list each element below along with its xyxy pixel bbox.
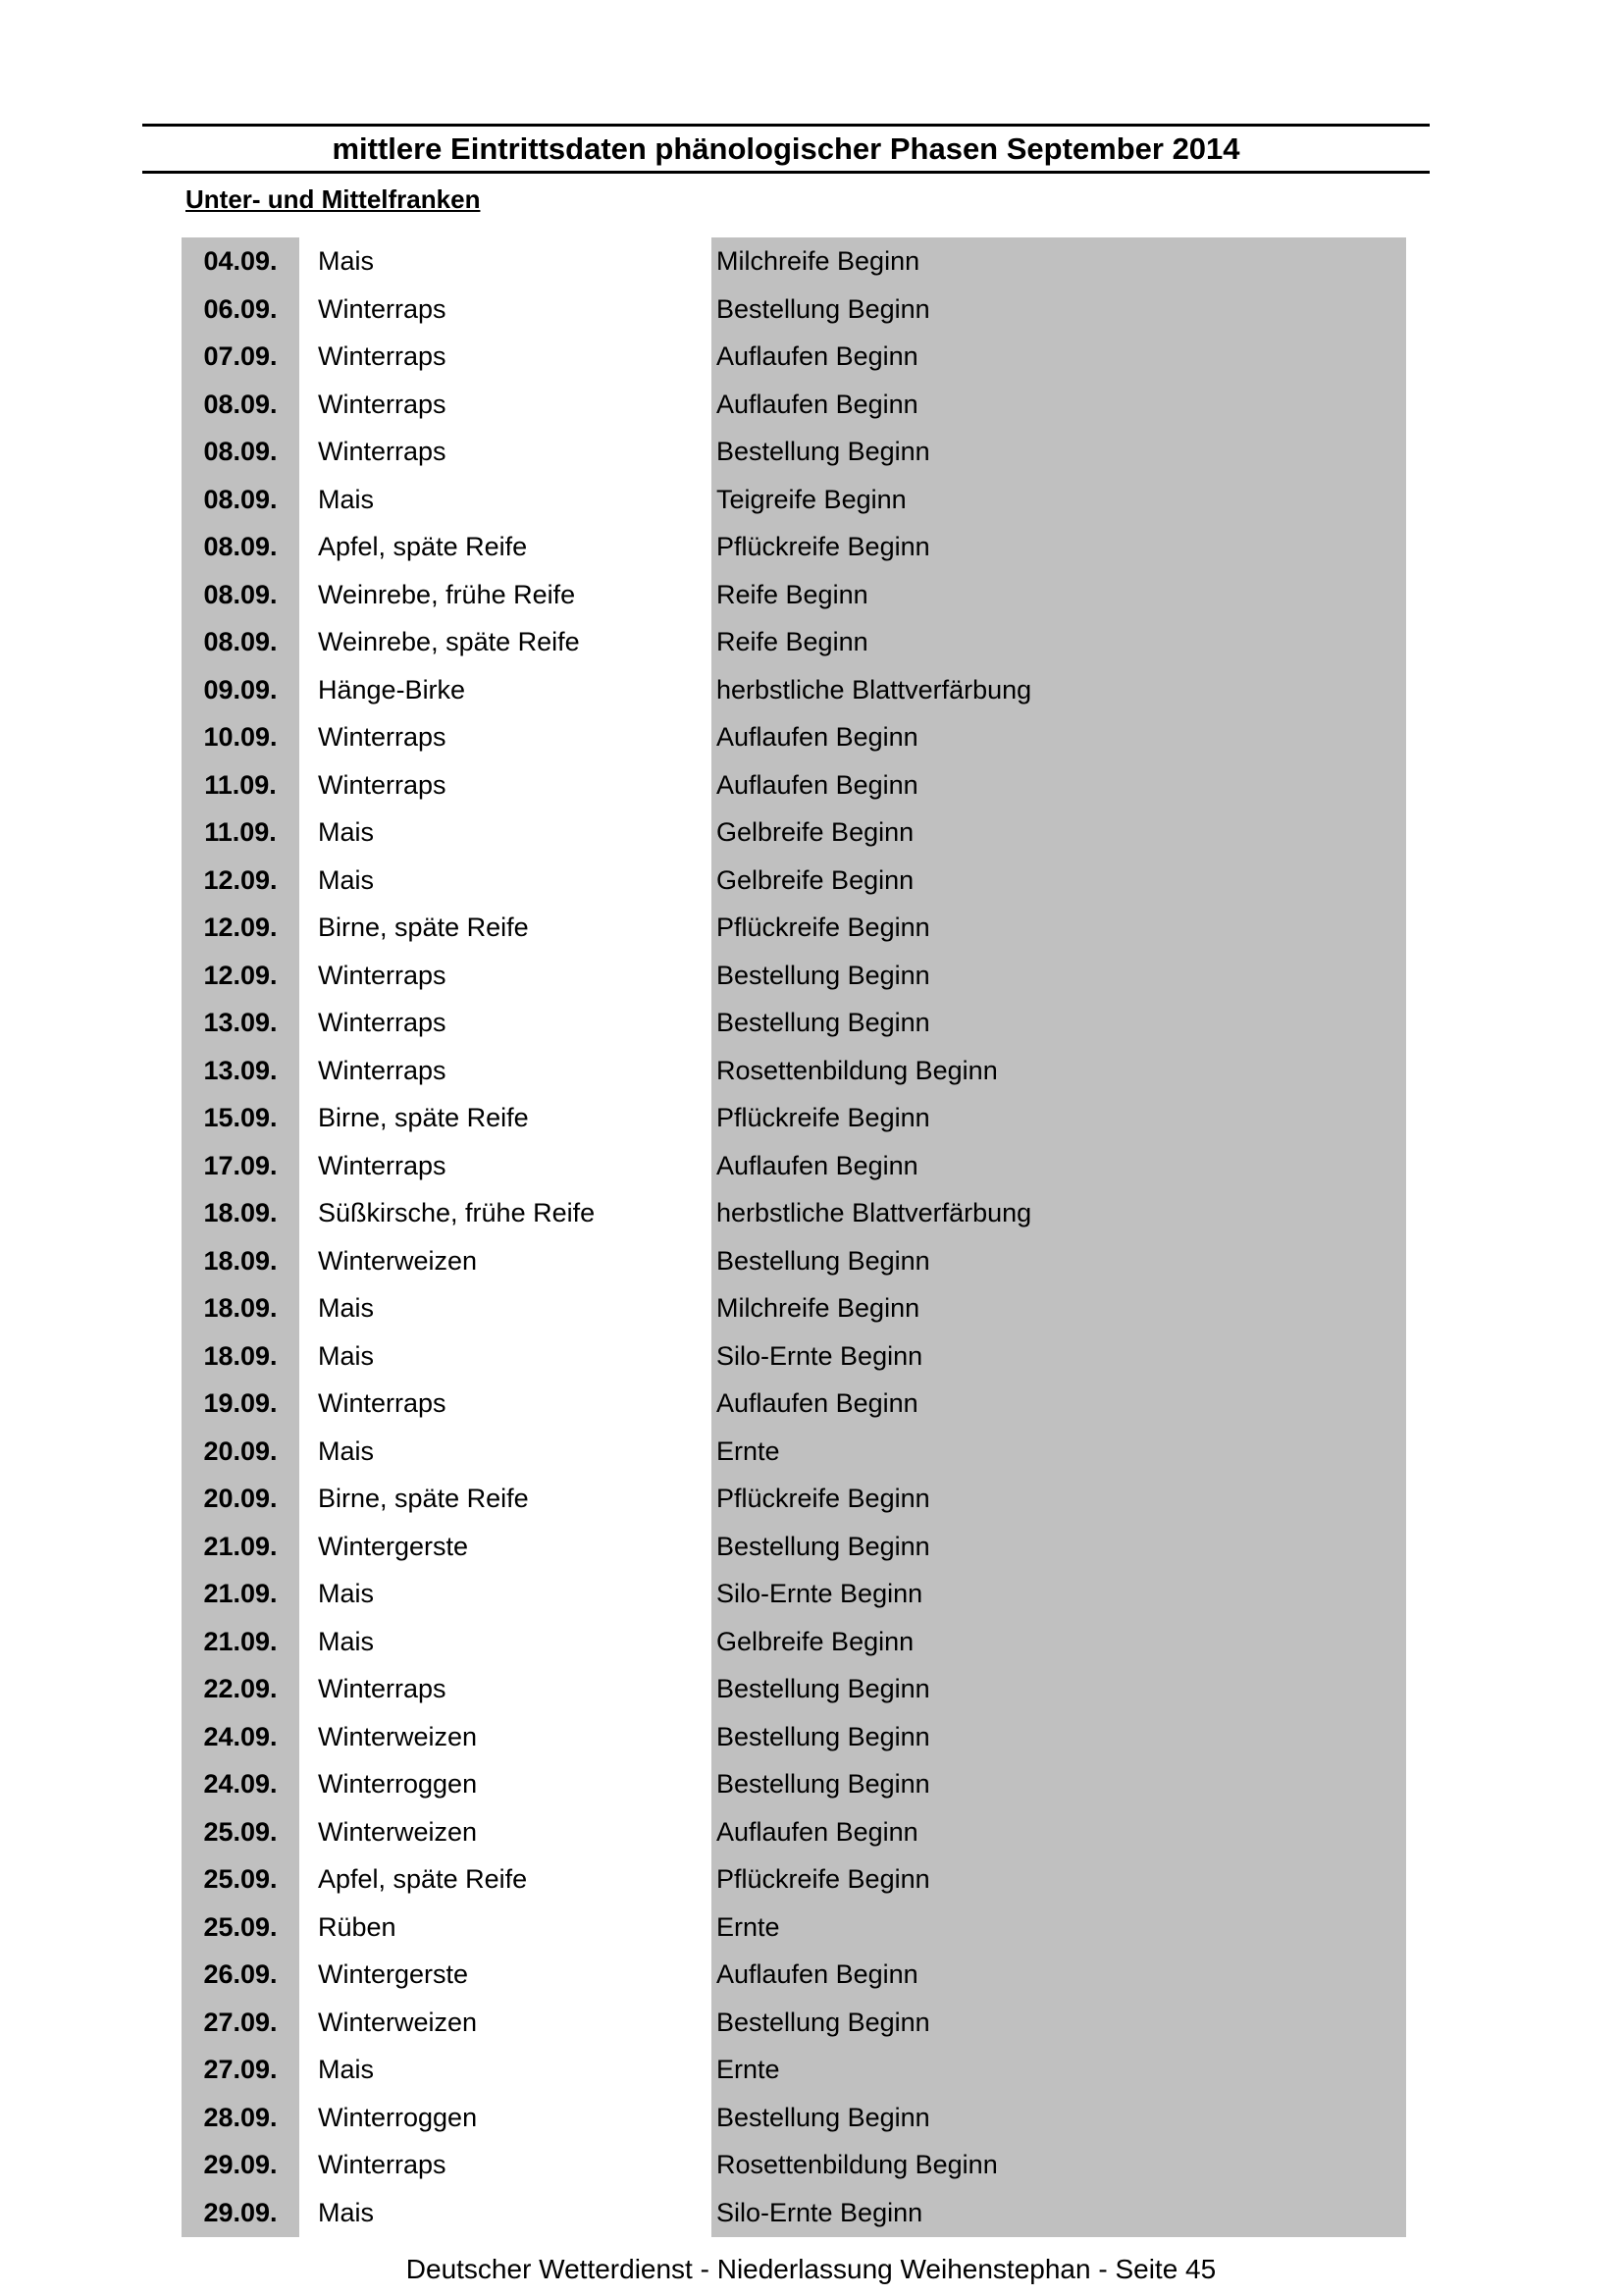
table-row — [182, 1618, 1406, 1666]
row-phase: Bestellung Beginn — [716, 1674, 930, 1703]
row-date: 18.09. — [203, 1198, 278, 1227]
row-plant: Apfel, späte Reife — [318, 1864, 528, 1894]
row-date: 13.09. — [203, 1055, 278, 1085]
phenology-table — [182, 237, 1406, 2237]
row-date: 08.09. — [203, 389, 278, 419]
row-date: 13.09. — [203, 1008, 278, 1037]
table-row — [182, 999, 1406, 1047]
row-plant: Mais — [318, 484, 375, 514]
row-phase: Reife Beginn — [716, 579, 868, 609]
table-row — [182, 1951, 1406, 1999]
row-plant: Winterroggen — [318, 1769, 478, 1799]
table-row — [182, 1237, 1406, 1285]
table-row — [182, 1760, 1406, 1808]
table-row — [182, 1142, 1406, 1190]
row-date: 11.09. — [204, 817, 277, 847]
row-date: 27.09. — [203, 2007, 278, 2037]
row-phase: Pflückreife Beginn — [716, 1484, 930, 1513]
row-date: 06.09. — [203, 293, 278, 324]
table-row — [182, 1380, 1406, 1428]
row-phase: Rosettenbildung Beginn — [716, 1055, 998, 1085]
row-phase: Pflückreife Beginn — [716, 1864, 930, 1894]
row-date: 18.09. — [203, 1340, 278, 1371]
row-phase: Gelbreife Beginn — [716, 864, 915, 895]
row-plant: Winterraps — [318, 437, 446, 466]
table-row — [182, 761, 1406, 809]
row-plant: Winterraps — [318, 960, 446, 990]
row-phase: herbstliche Blattverfärbung — [716, 1198, 1032, 1227]
row-date: 10.09. — [203, 722, 278, 752]
row-phase: Pflückreife Beginn — [716, 532, 930, 561]
row-date: 07.09. — [203, 341, 278, 371]
row-phase: Gelbreife Beginn — [716, 1626, 915, 1656]
region-heading: Unter- und Mittelfranken — [185, 184, 481, 214]
table-row — [182, 857, 1406, 905]
row-phase: Auflaufen Beginn — [716, 769, 918, 800]
row-date: 27.09. — [203, 2055, 278, 2084]
row-phase: Auflaufen Beginn — [716, 341, 918, 371]
row-plant: Mais — [318, 2197, 375, 2227]
row-date: 25.09. — [203, 1911, 278, 1942]
row-date: 18.09. — [203, 1245, 278, 1276]
row-phase: Silo-Ernte Beginn — [716, 1579, 923, 1608]
row-plant: Mais — [318, 1626, 375, 1656]
row-plant: Winterraps — [318, 722, 446, 752]
row-phase: Ernte — [716, 2055, 780, 2084]
row-phase: herbstliche Blattverfärbung — [716, 674, 1032, 704]
row-phase: Ernte — [716, 1911, 780, 1942]
table-row — [182, 1523, 1406, 1571]
row-phase: Ernte — [716, 1435, 780, 1466]
table-row — [182, 571, 1406, 619]
row-plant: Winterraps — [318, 389, 446, 419]
row-plant: Winterweizen — [318, 1816, 478, 1847]
row-phase: Bestellung Beginn — [716, 960, 930, 990]
table-row — [182, 1808, 1406, 1856]
table-row — [182, 1332, 1406, 1381]
row-phase: Auflaufen Beginn — [716, 722, 918, 752]
table-row — [182, 333, 1406, 381]
table-row — [182, 1904, 1406, 1952]
row-phase: Milchreife Beginn — [716, 246, 920, 276]
row-phase: Bestellung Beginn — [716, 1721, 930, 1751]
row-plant: Mais — [318, 1340, 375, 1371]
table-row — [182, 1189, 1406, 1237]
table-body — [182, 237, 1406, 2236]
row-phase: Rosettenbildung Beginn — [716, 2150, 998, 2179]
row-plant: Winterweizen — [318, 1721, 478, 1751]
row-date: 21.09. — [203, 1531, 278, 1561]
row-date: 12.09. — [203, 864, 278, 895]
table-row — [182, 904, 1406, 952]
row-plant: Mais — [318, 1435, 375, 1466]
row-phase: Bestellung Beginn — [716, 1769, 930, 1799]
row-plant: Weinrebe, späte Reife — [318, 627, 580, 656]
row-date: 25.09. — [203, 1816, 278, 1847]
title-top-rule — [142, 124, 1430, 127]
row-plant: Birne, späte Reife — [318, 1103, 529, 1132]
row-phase: Auflaufen Beginn — [716, 1959, 918, 1989]
row-plant: Mais — [318, 246, 375, 276]
row-phase: Teigreife Beginn — [716, 484, 907, 514]
row-plant: Mais — [318, 817, 375, 847]
page-title: mittlere Eintrittsdaten phänologischer Phasen September 2014 — [332, 131, 1240, 166]
row-plant: Wintergerste — [318, 1959, 469, 1989]
table-row — [182, 286, 1406, 334]
row-date: 12.09. — [203, 960, 278, 990]
table-row — [182, 1428, 1406, 1476]
row-date: 29.09. — [203, 2197, 278, 2227]
row-plant: Mais — [318, 864, 375, 895]
row-plant: Birne, späte Reife — [318, 1484, 529, 1513]
page-footer: Deutscher Wetterdienst - Niederlassung Weihenstephan - Seite 45 — [405, 2254, 1217, 2284]
row-date: 24.09. — [203, 1769, 278, 1799]
row-date: 21.09. — [203, 1626, 278, 1656]
table-row — [182, 2141, 1406, 2189]
row-plant: Winterraps — [318, 341, 446, 371]
table-row — [182, 713, 1406, 761]
table-row — [182, 1665, 1406, 1713]
row-phase: Pflückreife Beginn — [716, 1103, 930, 1132]
table-row — [182, 1047, 1406, 1095]
row-date: 25.09. — [203, 1864, 278, 1894]
table-row — [182, 1713, 1406, 1761]
row-plant: Winterraps — [318, 1674, 446, 1703]
table-row — [182, 2094, 1406, 2142]
row-plant: Winterraps — [318, 1150, 446, 1180]
row-plant: Mais — [318, 1293, 375, 1323]
row-phase: Bestellung Beginn — [716, 293, 930, 324]
row-phase: Auflaufen Beginn — [716, 1388, 918, 1418]
row-date: 11.09. — [204, 769, 277, 800]
title-bottom-rule — [142, 171, 1430, 174]
row-date: 09.09. — [203, 674, 278, 704]
row-plant: Apfel, späte Reife — [318, 532, 528, 561]
row-date: 04.09. — [203, 246, 278, 276]
row-phase: Gelbreife Beginn — [716, 817, 915, 847]
row-phase: Auflaufen Beginn — [716, 1150, 918, 1180]
row-phase: Pflückreife Beginn — [716, 913, 930, 942]
row-date: 19.09. — [203, 1388, 278, 1418]
row-plant: Wintergerste — [318, 1531, 469, 1561]
row-date: 08.09. — [203, 627, 278, 656]
row-plant: Mais — [318, 2055, 375, 2084]
row-date: 22.09. — [203, 1674, 278, 1703]
table-row — [182, 809, 1406, 857]
row-phase: Bestellung Beginn — [716, 1531, 930, 1561]
row-date: 20.09. — [203, 1484, 278, 1513]
table-row — [182, 428, 1406, 476]
row-date: 24.09. — [203, 1721, 278, 1751]
row-date: 28.09. — [203, 2102, 278, 2132]
table-row — [182, 1094, 1406, 1142]
row-phase: Reife Beginn — [716, 627, 868, 656]
table-row — [182, 1570, 1406, 1618]
row-plant: Birne, späte Reife — [318, 913, 529, 942]
row-plant: Winterweizen — [318, 2007, 478, 2037]
table-row — [182, 1999, 1406, 2047]
row-plant: Winterraps — [318, 1388, 446, 1418]
row-phase: Milchreife Beginn — [716, 1293, 920, 1323]
table-row — [182, 618, 1406, 666]
row-date: 12.09. — [203, 913, 278, 942]
table-row — [182, 2046, 1406, 2094]
row-date: 21.09. — [203, 1579, 278, 1608]
row-plant: Winterraps — [318, 1008, 446, 1037]
row-date: 08.09. — [203, 484, 278, 514]
row-phase: Bestellung Beginn — [716, 2007, 930, 2037]
row-date: 08.09. — [203, 579, 278, 609]
table-row — [182, 523, 1406, 571]
row-phase: Bestellung Beginn — [716, 437, 930, 466]
table-row — [182, 381, 1406, 429]
row-plant: Winterraps — [318, 1055, 446, 1085]
table-row — [182, 666, 1406, 714]
row-plant: Mais — [318, 1579, 375, 1608]
row-plant: Winterweizen — [318, 1245, 478, 1276]
row-date: 15.09. — [203, 1103, 278, 1132]
row-phase: Bestellung Beginn — [716, 1245, 930, 1276]
table-row — [182, 1475, 1406, 1523]
row-phase: Bestellung Beginn — [716, 2102, 930, 2132]
row-plant: Weinrebe, frühe Reife — [318, 579, 576, 609]
row-phase: Auflaufen Beginn — [716, 1816, 918, 1847]
row-date: 26.09. — [203, 1959, 278, 1989]
row-plant: Winterroggen — [318, 2102, 478, 2132]
table-row — [182, 237, 1406, 286]
table-row — [182, 952, 1406, 1000]
row-phase: Silo-Ernte Beginn — [716, 1340, 923, 1371]
row-date: 18.09. — [203, 1293, 278, 1323]
row-date: 17.09. — [203, 1150, 278, 1180]
table-row — [182, 1284, 1406, 1332]
table-row — [182, 1855, 1406, 1904]
row-plant: Rüben — [318, 1911, 396, 1942]
row-plant: Winterraps — [318, 769, 446, 800]
row-plant: Winterraps — [318, 293, 446, 324]
row-date: 20.09. — [203, 1435, 278, 1466]
row-phase: Bestellung Beginn — [716, 1008, 930, 1037]
row-phase: Silo-Ernte Beginn — [716, 2197, 923, 2227]
row-plant: Hänge-Birke — [318, 674, 466, 704]
row-date: 08.09. — [203, 532, 278, 561]
row-plant: Winterraps — [318, 2150, 446, 2179]
row-phase: Auflaufen Beginn — [716, 389, 918, 419]
table-row — [182, 2189, 1406, 2237]
table-row — [182, 476, 1406, 524]
row-plant: Süßkirsche, frühe Reife — [318, 1198, 596, 1227]
row-date: 29.09. — [203, 2150, 278, 2179]
row-date: 08.09. — [203, 437, 278, 466]
